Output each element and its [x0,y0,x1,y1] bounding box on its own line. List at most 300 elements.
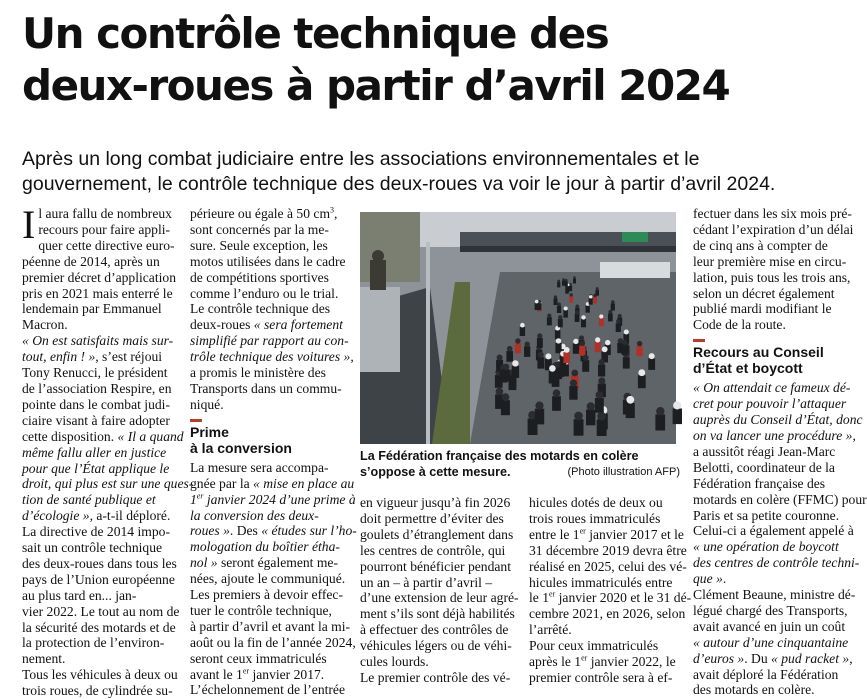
text-line [190,475,355,492]
rider-helmet [515,338,520,343]
text-line [22,428,184,445]
quote: « autour d’une cinquantaine [693,634,849,650]
text-line [190,206,345,222]
rider-helmet [496,388,504,396]
text-line: au plus tard en... jan- [22,587,137,603]
subheading-line: d’État et boycott [693,360,803,377]
text: , s’est réjoui [95,349,163,365]
rider-helmet [596,287,599,290]
text-line: seront ceux immatriculés [190,650,327,666]
text: , a-t-il déploré. [89,508,171,524]
text-line: des motards en colère. [693,682,815,698]
rider-body [648,358,655,370]
rider-body [595,398,604,413]
rider-helmet [656,407,664,415]
text-line [693,571,853,587]
text-line: ment s’ils sont déjà habilités [360,606,515,622]
text-line: la sécurité des motards et de [22,619,176,635]
rider-body [547,317,552,325]
rider-helmet [557,303,561,307]
text-line: publié mardi modifiant le [693,301,832,317]
quote: auprès du Conseil d’État, donc [693,412,863,428]
rider-body [506,351,513,362]
article-column-2 [190,205,357,698]
rider-body [623,357,630,368]
rider-helmet [580,341,585,346]
text-line: fectuer dans les six mois pré- [693,206,852,221]
text-line [693,635,853,651]
text-line [529,654,687,670]
superscript: er [579,526,586,536]
text-line: nement. [22,651,66,667]
rider-helmet [598,377,605,384]
rider-helmet [564,347,570,353]
quote: pour que l’État applique le [22,460,170,476]
rider-helmet [579,335,584,340]
text-line [190,317,345,333]
quote: trôle technique des voitures » [190,349,351,365]
text-line: 31 décembre 2019 devra être [529,542,687,558]
rider-helmet [571,370,578,377]
text-line: a promis le ministère des [190,365,326,381]
rider-body [562,281,565,286]
rider-body [616,323,621,332]
rider-body [581,319,586,327]
text-line: pris en 2021 mais enterré le [22,285,173,301]
text: après le 1 [529,654,582,670]
drop-cap: I [22,202,36,247]
rider-body [537,338,543,348]
quote: la conversion des deux- [190,507,319,523]
text-line [693,396,853,412]
rider-body [573,279,576,284]
caption-line: La Fédération française des motards en colère [360,449,639,463]
text: , [350,349,354,365]
quote: des centres de contrôle techni- [693,555,860,571]
rider-helmet [512,360,518,366]
text: 1 [190,491,197,507]
rider-helmet [599,359,605,365]
rider-helmet [673,401,681,409]
text: . Des [229,523,262,539]
quote: « pud racket » [771,650,850,666]
rider-helmet [575,310,579,314]
rider-body [579,345,585,356]
rider-body [673,409,682,425]
rider-body [599,318,604,326]
rider-helmet [535,300,539,304]
text-line: Transports dans un commu- [190,380,342,396]
text-line: trois roues, de cylindrée su- [22,683,173,699]
text-line: a aussitôt réagi Jean-Marc [693,443,836,459]
text-line: en vigueur jusqu’à fin 2026 [360,495,511,510]
rider-body [524,346,530,357]
text-line: de l’association Respire, en [22,380,172,396]
text-line: lation, puis tous les trois ans, [693,269,851,285]
text-line: trois roues immatriculés [529,510,661,526]
rider-body [626,403,635,418]
caption-line: s’oppose à cette mesure. [360,465,511,479]
subheading-prime [190,419,345,456]
text-line: à partir d’avril et avant la mi- [190,618,351,634]
rider-body [558,319,563,327]
article-column-5 [693,206,867,698]
rider-body [593,297,597,304]
text-line [22,445,177,461]
article-photo [360,212,676,444]
rider-helmet [537,333,542,338]
text-line: Le premier contrôle des vé- [360,669,511,685]
rider-body [575,314,580,322]
text: avant le 1 [190,666,243,682]
rider-helmet [570,293,573,296]
text-line [22,461,177,477]
text-line: péenne de 2014, après un [22,253,160,269]
quote: simplifié par rapport au con- [190,333,349,349]
text-line: Tony Renucci, le président [22,365,168,381]
rider-helmet [626,396,634,404]
text-line [190,508,345,524]
quote: d’écologie » [22,508,90,524]
text-line [529,527,687,543]
rider-helmet [575,305,579,309]
rider-helmet [595,337,600,342]
rider-helmet [558,315,562,319]
text-line: tuer le contrôle technique, [190,602,332,618]
rider-helmet [547,314,551,318]
rider-body [569,386,577,400]
quote: « mise en place au [253,475,355,491]
text-line: Le contrôle technique des [190,301,331,317]
quote: que » [693,571,723,587]
text: périeure ou égale à 50 cm [190,206,331,221]
text-line: cédant l’expiration d’un délai [693,221,854,237]
quote: « études sur l’ho- [261,523,357,539]
rider-helmet [602,346,608,352]
rider-body [611,304,615,311]
quote: « sera fortement [253,317,343,333]
rider-helmet [622,340,627,345]
subheading-recours [693,339,853,376]
rider-helmet [565,279,568,282]
rider-body [512,366,519,378]
text-line: les centres de contrôle, qui [360,542,506,558]
headline [22,8,852,112]
text-line: à effectuer des contrôles de [360,622,509,638]
lede-line: gouvernement, le contrôle technique des deux-roues va voir le jour à partir d’avril 2024. [22,173,776,195]
rider-body [501,400,510,415]
text-line: sure. Seule exception, les [190,237,328,253]
text-line [693,539,853,555]
rider-helmet [618,314,622,318]
text-line: leur première mise en circu- [693,253,847,269]
text: janvier 2022, le [587,654,676,670]
rider-body [636,346,642,357]
superscript: er [581,653,588,663]
text: le 1 [529,590,550,606]
text: seront également me- [217,555,338,571]
rider-helmet [596,391,604,399]
subheading-marker [693,339,705,342]
text-line [693,427,856,444]
text-line [529,589,692,606]
text-line: d’une extension de leur agré- [360,590,519,606]
superscript: er [242,666,250,676]
text-line: La mesure sera accompa- [190,459,329,475]
rider-helmet [574,412,583,421]
rider-helmet [573,339,578,344]
rider-body [622,345,628,355]
rider-helmet [554,295,557,298]
text-line: avait déploré la Fédération [693,666,839,682]
text-line: ciaire visant à faire adopter [22,412,170,428]
superscript: er [196,491,204,501]
rider-body [552,396,561,411]
text-line: La directive de 2014 impo- [22,524,170,540]
text: , [852,427,856,443]
text: , [334,206,338,221]
rider-helmet [564,307,568,311]
rider-body [595,290,599,296]
rider-helmet [581,315,585,319]
text-line: pays de l’Union européenne [22,571,175,587]
rider-helmet [583,355,589,361]
text-line: lendemain par Emmanuel [22,301,162,317]
text-line: Celui-ci a également appelé à [693,523,854,539]
article-column-3 [360,495,518,686]
rider-helmet [556,338,561,343]
text: entre le 1 [529,526,580,542]
rider-body [573,344,579,354]
text-line: selon un décret également [693,285,835,301]
quote [190,492,356,507]
rider-helmet [599,314,603,318]
rider-body [589,298,593,305]
text-line: de cinq ans à compter de [693,237,828,253]
rider-body [569,296,573,302]
text: janvier 2017. [249,666,325,682]
text-line: sait un contrôle technique [22,540,163,556]
quote: « On est satisfaits mais sur- [22,333,174,349]
rider-body [597,420,607,437]
rider-body [563,352,570,363]
rider-helmet [557,280,560,283]
text: cette disposition. [22,428,118,444]
text-line [22,349,177,365]
rider-helmet [638,369,645,376]
text: janvier 2024 d’une prime à [203,491,356,507]
text-line [693,555,860,571]
text-line [190,667,345,683]
rider-body [554,298,558,305]
quote: « une opération de boycott [693,539,839,555]
text-line: Paris et sa petite couronne. [693,507,840,523]
text: janvier 2017 et le [585,526,684,542]
rider-body [535,409,544,425]
quote: d’euros » [693,650,745,666]
text-line: Belotti, coordinateur de la [693,459,835,475]
lede-line: Après un long combat judiciaire entre les associations environnementales et le [22,148,700,170]
quote: roues » [190,523,230,539]
text-line: premier décret d’application [22,269,176,285]
rider-body [582,360,589,372]
quote: tion de santé publique et [22,492,156,508]
quote: nol » [190,555,218,571]
rider-helmet [545,353,551,359]
superscript: er [549,589,556,599]
rider-body [502,369,510,381]
rider-helmet [570,380,577,387]
rider-helmet [616,319,621,324]
rider-body [515,343,521,353]
text-line: un an – à partir d’avril – [360,574,493,590]
text-line: comme l’enduro ou le trial. [190,285,339,301]
text-line [190,555,345,571]
text-line: la protection de l’environ- [22,635,165,651]
text-line: doit permettre d’éviter des [360,510,504,526]
text-line: cembre 2021, en 2026, selon [529,606,686,622]
text-line: quer cette directive euro- [38,237,175,253]
quote: cret pour pouvoir l’attaquer [693,396,847,412]
photo-caption [360,448,680,480]
rider-helmet [538,352,544,358]
rider-body [574,419,584,436]
text-line: cules lourds. [360,654,429,670]
rider-helmet [549,365,556,372]
rider-body [555,330,561,339]
text-line: avait avancé en juin un coût [693,618,846,634]
caption-row [360,464,680,480]
headline-line: Un contrôle technique des [22,9,609,58]
text-line: l aura fallu de nombreux [38,206,172,221]
rider-helmet [520,323,525,328]
text-line: vier 2022. Le tout au nom de [22,603,180,619]
rider-helmet [605,340,610,345]
text-line: véhicules légers ou de véhi- [360,638,512,654]
rider-body [549,371,557,384]
rider-helmet [553,389,561,397]
rider-helmet [535,402,543,410]
motorcycle-protest-illustration [360,212,676,444]
rider-body [655,414,665,430]
text-line: août ou la fin de l’année 2024, [190,634,356,650]
article-column-1 [22,202,194,699]
rider-body [557,282,560,287]
text-line: pointe dans le combat judi- [22,396,170,412]
text-line: hicules dotés de deux ou [529,495,663,510]
rider-body [586,410,595,426]
text-line: Les premiers à devoir effec- [190,587,343,603]
rider-helmet [597,412,606,421]
subheading-marker [190,419,202,422]
text-line: sont concernés par la me- [190,221,329,237]
text: janvier 2020 et le 31 dé- [555,590,692,606]
rider-body [555,343,561,353]
quote: on va lancer une procédure » [693,427,853,443]
text-line [22,476,194,492]
text-line [22,508,177,524]
text-line [190,523,357,539]
text-line [693,412,863,428]
headline-line: deux-roues à partir d’avril 2024 [22,61,730,110]
rider-helmet [502,393,510,401]
subheading-line: à la conversion [190,439,292,456]
text-line: légué chargé des Transports, [693,602,848,618]
rider-helmet [587,402,595,410]
text-line: motos utilisées dans le cadre [190,253,346,269]
text-line: Code de la route. [693,317,786,333]
text-line: réalisé en 2025, celui des vé- [529,558,687,574]
rider-body [520,327,525,336]
rider-helmet [649,353,655,359]
rider-helmet [624,330,629,335]
rider-helmet [525,342,530,347]
text-line: pourront bénéficier pendant [360,558,511,574]
text-line [190,539,345,555]
rider-body [566,286,569,292]
text-line [693,380,853,396]
text-line: Tous les véhicules à deux ou [22,667,178,683]
quote: même fallu aller en justice [22,444,167,460]
rider-body [598,365,605,377]
rider-body [537,357,544,368]
lede [22,147,852,197]
text: . Du [744,650,772,666]
text-line: recours pour faire appli- [38,221,171,237]
rider-helmet [637,341,642,346]
rider-body [563,310,568,318]
subheading-line: Prime [190,423,229,440]
subheading-line: Recours au Conseil [693,344,824,361]
rider-helmet [573,276,576,279]
quote: « Il a quand [117,428,184,444]
text: . [722,571,727,587]
text-line: L’échelonnement de l’entrée [190,682,345,698]
text-line: de compétitions sportives [190,269,329,285]
text: , [849,650,853,666]
quote: droit, qui plus est sur une ques- [22,476,194,492]
text-line [22,492,177,508]
text-line: hicules immatriculés entre [529,574,673,590]
text-line: goulets d’étranglement dans [360,526,514,542]
quote: mologation du boîtier étha- [190,539,340,555]
quote: « On attendait ce fameux dé- [693,380,851,396]
article-column-4 [529,495,692,686]
rider-body [608,314,613,322]
text-line: nées, ajoute le communiqué. [190,571,346,587]
text-line: niqué. [190,396,224,412]
rider-body [586,306,590,313]
rider-body [557,306,561,313]
text-line: Macron. [22,317,68,333]
rider-helmet [589,295,592,298]
text-line: des deux-roues dans tous les [22,555,177,571]
rider-helmet [503,364,509,370]
text-line: motards en colère (FFMC) pour [693,491,867,507]
rider-body [565,281,568,286]
text-line [693,651,853,667]
text-line: premier contrôle sera à ef- [529,669,673,685]
rider-helmet [611,300,615,304]
quote: tout, enfin ! » [22,349,96,365]
text: deux-roues [190,317,254,333]
rider-helmet [608,310,612,314]
text-line [190,491,356,508]
text-line: l’arrêté. [529,622,572,638]
text-line: Clément Beaune, ministre dé- [693,587,856,603]
rider-helmet [562,278,565,281]
rider-body [595,342,601,352]
